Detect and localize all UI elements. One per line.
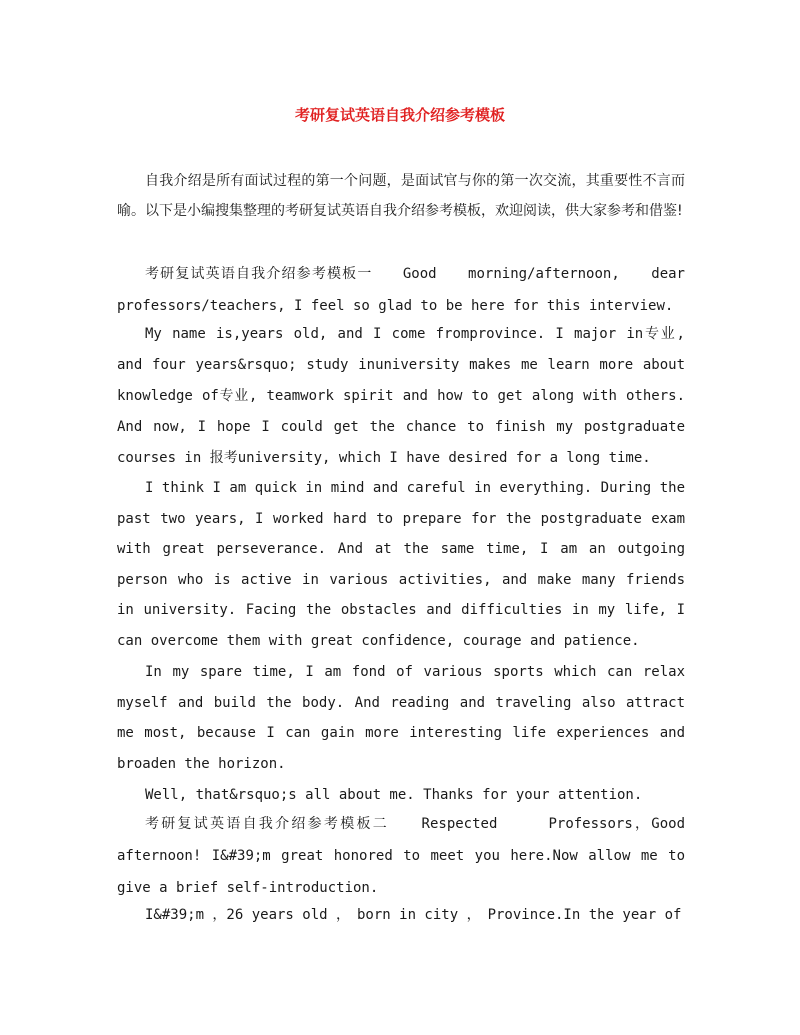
document-title: 考研复试英语自我介绍参考模板 xyxy=(294,106,505,124)
closing-paragraph: Well, that&rsquo;s all about me. Thanks for your attention. xyxy=(145,787,643,803)
body-paragraph: My name is,years old, and I come fromprovince. I major in专业, and four years&rsquo; study inuniversity makes me learn more about knowledge of专业, teamwork spirit and how to get along with others. And now, I hope I could get the chance to finish my postgraduate courses in 报考university, which I have desired for a long time. xyxy=(117,326,685,466)
template-two-heading-paragraph: 考研复试英语自我介绍参考模板二 Respected Professors，Good afternoon! I&#39;m great honored to meet you here.Now allow me to give a brief self-introduction. xyxy=(117,816,685,896)
body-paragraph: I&#39;m ，26 years old ， born in city ， Province.In the year of xyxy=(145,907,682,923)
template-one-heading-paragraph: 考研复试英语自我介绍参考模板一 Good morning/afternoon, dear professors/teachers, I feel so glad to be here for this interview. xyxy=(117,266,685,314)
body-paragraph: I think I am quick in mind and careful in everything. During the past two years, I worked hard to prepare for the postgraduate exam with great perseverance. And at the same time, I am an outgoing person who is active in various activities, and make many friends in university. Facing the obstacles and difficulties in my life, I can overcome them with great confidence, courage and patience. xyxy=(117,480,685,649)
intro-paragraph: 自我介绍是所有面试过程的第一个问题，是面试官与你的第一次交流，其重要性不言而喻。以下是小编搜集整理的考研复试英语自我介绍参考模板，欢迎阅读，供大家参考和借鉴! xyxy=(117,173,685,219)
body-paragraph: In my spare time, I am fond of various sports which can relax myself and build the body. And reading and traveling also attract me most, because I can gain more interesting life experiences and broaden the horizon. xyxy=(117,664,685,772)
